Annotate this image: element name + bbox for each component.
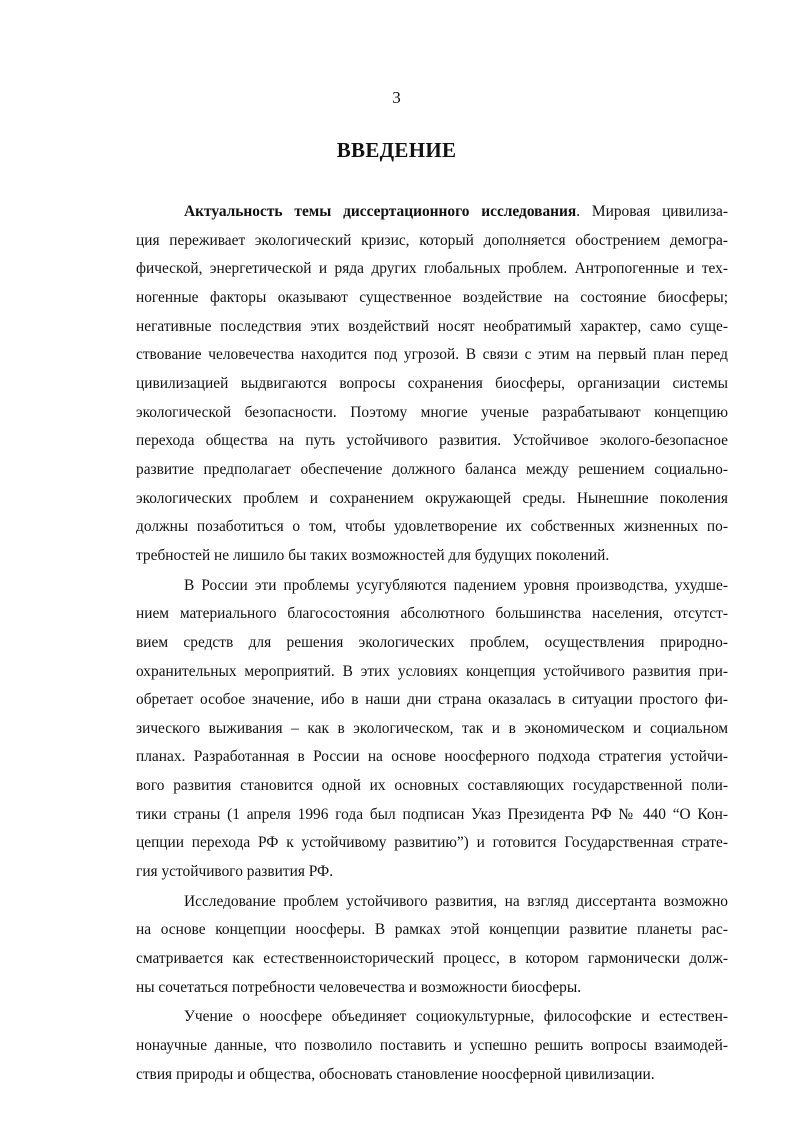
body-text: [136, 198, 728, 1089]
text-line: [136, 513, 728, 542]
text-line: [136, 456, 728, 485]
text-line: [136, 370, 728, 399]
paragraph: [136, 572, 728, 887]
text-line-content: цепции перехода РФ к устойчивому развитию”) и готовится Государственная страте-: [136, 834, 728, 852]
text-line-content: ногенные факторы оказывают существенное воздействие на состояние биосферы;: [136, 288, 728, 306]
text-line: [136, 313, 728, 342]
text-line: [136, 829, 728, 858]
text-line-content: ны сочетаться потребности человечества и возможности биосферы.: [136, 978, 582, 996]
text-line: [136, 255, 728, 284]
text-line-content: перехода общества на путь устойчивого развития. Устойчивое эколого-безопасное: [136, 432, 728, 450]
text-line: [136, 858, 728, 887]
text-line-content: В России эти проблемы усугубляются падением уровня производства, ухудше-: [184, 576, 728, 594]
page-number: 3: [392, 88, 401, 107]
text-line: [136, 600, 728, 629]
paragraph: [136, 1003, 728, 1089]
text-line-content: цивилизацией выдвигаются вопросы сохранения биосферы, организации системы: [136, 374, 728, 392]
text-line: [136, 341, 728, 370]
text-line: [136, 1003, 728, 1032]
text-line-content: сматривается как естественноисторический процесс, в котором гармонически долж-: [136, 950, 728, 968]
text-line-content: на основе концепции ноосферы. В рамках этой концепции развитие планеты рас-: [136, 921, 728, 939]
text-line-content: ствия природы и общества, обосновать становление ноосферной цивилизации.: [136, 1065, 655, 1083]
lead-phrase: Актуальность темы диссертационного исследования: [184, 203, 577, 220]
text-line-content: вого развития становится одной их основных составляющих государственной поли-: [136, 777, 728, 795]
text-line-content: негативные последствия этих воздействий носят необратимый характер, само суще-: [136, 317, 728, 335]
text-line: [136, 284, 728, 313]
text-line-content: развитие предполагает обеспечение должного баланса между решением социально-: [136, 460, 728, 478]
paragraph: [136, 888, 728, 1003]
text-line-content: ствование человечества находится под угрозой. В связи с этим на первый план перед: [136, 346, 728, 364]
text-line: [136, 1061, 728, 1090]
text-line-content: охранительных мероприятий. В этих условиях концепция устойчивого развития при-: [136, 662, 728, 680]
text-line-content: ция переживает экологический кризис, который дополняется обострением демогра-: [136, 231, 728, 249]
text-line: [136, 945, 728, 974]
text-line-content: нием материального благосостояния абсолютного большинства населения, отсутст-: [136, 605, 728, 623]
text-line-content: Исследование проблем устойчивого развития, на взгляд диссертанта возможно: [184, 892, 728, 910]
text-line: [136, 916, 728, 945]
text-line-content: экологической безопасности. Поэтому многие ученые разрабатывают концепцию: [136, 403, 728, 421]
text-line: [136, 485, 728, 514]
text-line-content: требностей не лишило бы таких возможностей для будущих поколений.: [136, 546, 610, 564]
text-line: [136, 801, 728, 830]
text-line-content: Учение о ноосфере объединяет социокультурные, философские и естествен-: [184, 1008, 728, 1026]
text-line: [136, 572, 728, 601]
text-line: [136, 686, 728, 715]
text-line-content: экологических проблем и сохранением окружающей среды. Нынешние поколения: [136, 489, 728, 507]
paragraph: [136, 198, 728, 571]
text-line-content: обретает особое значение, ибо в наши дни страна оказалась в ситуации простого фи-: [136, 691, 728, 709]
text-line: [136, 715, 728, 744]
text-line-content: гия устойчивого развития РФ.: [136, 863, 334, 881]
text-line: [136, 974, 728, 1003]
text-line: [136, 629, 728, 658]
text-line: [136, 427, 728, 456]
text-line: [136, 542, 728, 571]
text-line-content: вием средств для решения экологических проблем, осуществления природно-: [136, 633, 728, 651]
text-line-content: планах. Разработанная в России на основе ноосферного подхода стратегия устойчи-: [136, 748, 728, 766]
text-line-content: тики страны (1 апреля 1996 года был подписан Указ Президента РФ № 440 “О Кон-: [136, 805, 728, 823]
text-line: [136, 399, 728, 428]
text-line: [136, 743, 728, 772]
text-line-content: . Мировая цивилиза-: [576, 203, 728, 220]
text-line: [136, 198, 728, 227]
text-line: [136, 1032, 728, 1061]
text-line: [136, 658, 728, 687]
text-line-content: должны позаботиться о том, чтобы удовлетворение их собственных жизненных по-: [136, 518, 728, 536]
text-line-content: фической, энергетической и ряда других глобальных проблем. Антропогенные и тех-: [136, 260, 728, 278]
text-line-content: зического выживания – как в экологическом, так и в экономическом и социальном: [136, 719, 728, 737]
chapter-title: ВВЕДЕНИЕ: [336, 138, 457, 162]
text-line-content: нонаучные данные, что позволило поставить и успешно решить вопросы взаимодей-: [136, 1037, 728, 1055]
text-line: [136, 888, 728, 917]
text-line: [136, 227, 728, 256]
text-line: [136, 772, 728, 801]
